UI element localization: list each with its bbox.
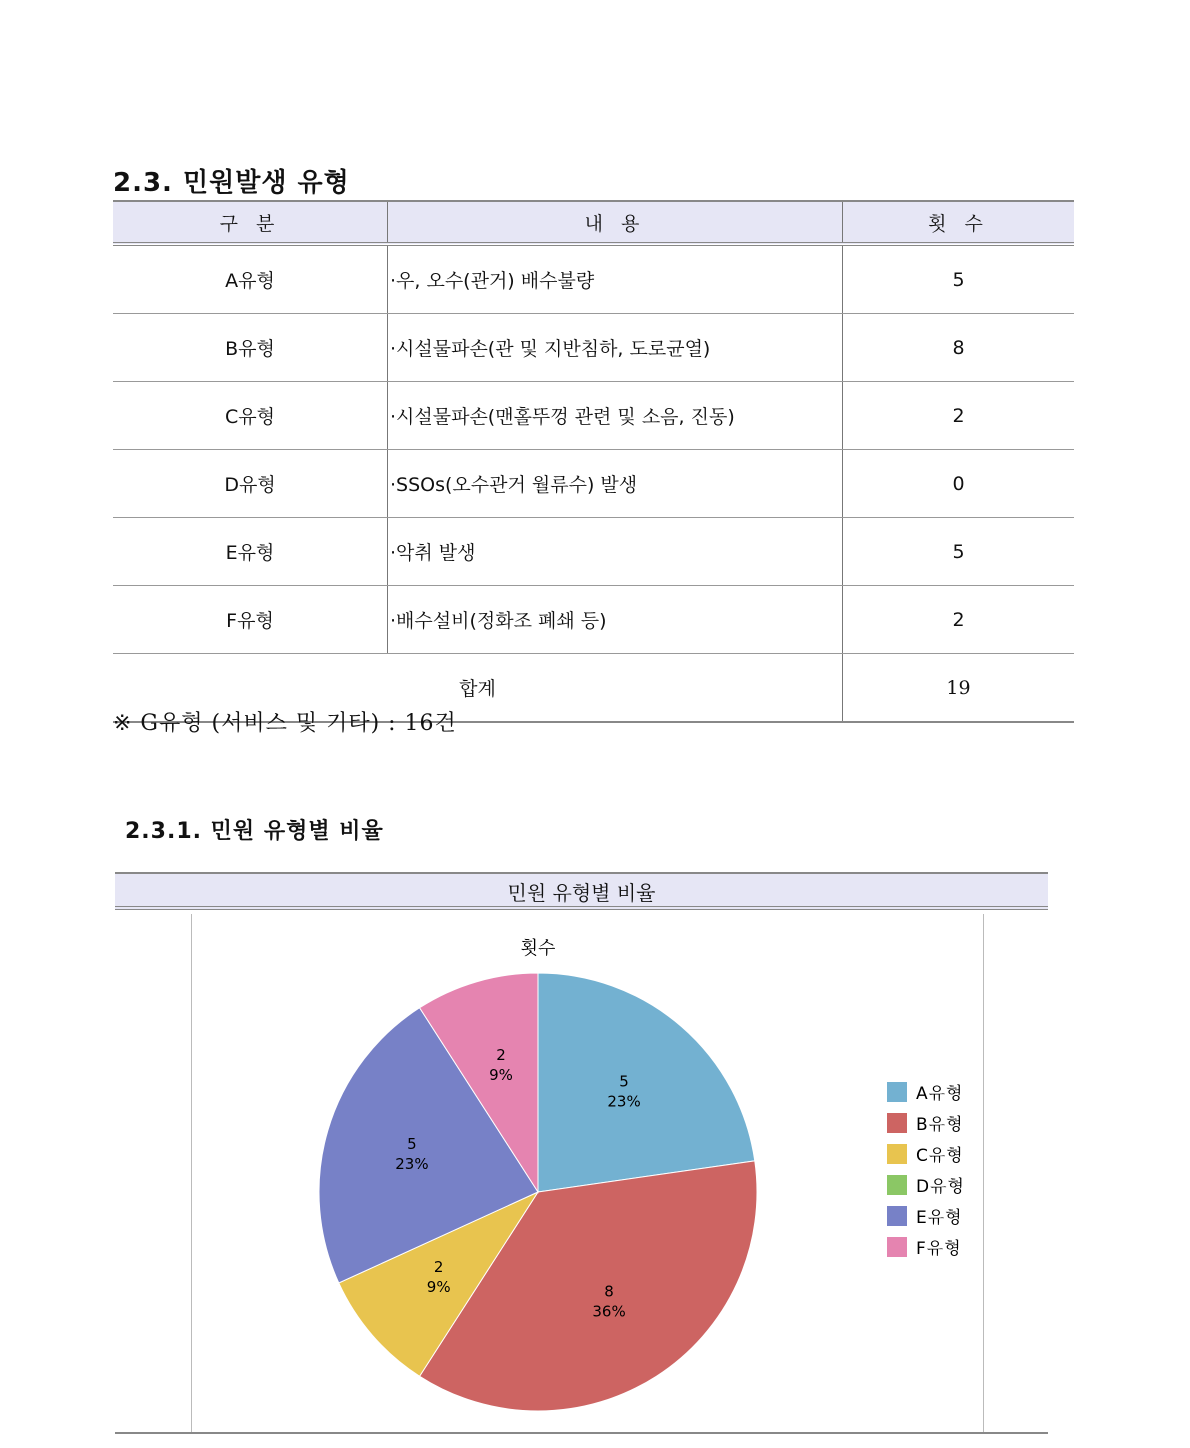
chart-title: 횟수 [520, 938, 556, 959]
row-type: F유형 [113, 586, 388, 654]
chart-header: 민원 유형별 비율 [115, 872, 1048, 910]
slice-percent-label: 23% [395, 1154, 429, 1173]
subsection-title: 2.3.1. 민원 유형별 비율 [125, 819, 384, 844]
legend-swatch-b [887, 1113, 907, 1133]
pie-slice-a [538, 973, 755, 1192]
chart-legend [887, 1082, 965, 1259]
legend-label-d: D유형 [916, 1177, 965, 1197]
legend-label-a: A유형 [916, 1084, 964, 1104]
table-row [113, 450, 1074, 518]
table-row [113, 586, 1074, 654]
section-title: 2.3. 민원발생 유형 [113, 168, 350, 198]
slice-value-label: 2 [496, 1045, 506, 1064]
table-row [113, 244, 1074, 314]
legend-label-c: C유형 [916, 1146, 964, 1166]
slice-percent-label: 9% [489, 1065, 513, 1084]
slice-value-label: 5 [407, 1134, 417, 1153]
row-count: 5 [843, 244, 1075, 314]
row-count: 5 [843, 518, 1075, 586]
row-type: A유형 [113, 244, 388, 314]
row-count: 8 [843, 314, 1075, 382]
slice-value-label: 5 [619, 1072, 629, 1091]
row-type: C유형 [113, 382, 388, 450]
row-count: 0 [843, 450, 1075, 518]
header-count: 횟 수 [843, 201, 1075, 244]
slice-percent-label: 23% [607, 1092, 641, 1111]
row-type: E유형 [113, 518, 388, 586]
legend-swatch-c [887, 1144, 907, 1164]
row-count: 2 [843, 382, 1075, 450]
row-count: 2 [843, 586, 1075, 654]
legend-label-f: F유형 [916, 1239, 962, 1259]
total-label: 합계 [113, 654, 843, 723]
row-content: ·시설물파손(관 및 지반침하, 도로균열) [388, 314, 843, 382]
legend-swatch-a [887, 1082, 907, 1102]
slice-percent-label: 36% [592, 1302, 626, 1321]
row-content: ·시설물파손(맨홀뚜껑 관련 및 소음, 진동) [388, 382, 843, 450]
row-type: D유형 [113, 450, 388, 518]
pie-slices [319, 973, 757, 1411]
legend-swatch-f [887, 1237, 907, 1257]
complaint-type-table [113, 200, 1074, 723]
slice-value-label: 8 [604, 1282, 614, 1301]
row-content: ·배수설비(정화조 폐쇄 등) [388, 586, 843, 654]
table-header-row [113, 201, 1074, 244]
table-row [113, 518, 1074, 586]
chart-frame [191, 914, 984, 1432]
header-content: 내 용 [388, 201, 843, 244]
note-text: ※ G유형 (서비스 및 기타) : 16건 [113, 711, 457, 736]
legend-label-e: E유형 [916, 1208, 963, 1228]
row-content: ·악취 발생 [388, 518, 843, 586]
chart-area [115, 914, 1048, 1434]
header-type: 구 분 [113, 201, 388, 244]
row-content: ·SSOs(오수관거 월류수) 발생 [388, 450, 843, 518]
table-row [113, 314, 1074, 382]
row-content: ·우, 오수(관거) 배수불량 [388, 244, 843, 314]
slice-value-label: 2 [433, 1258, 444, 1277]
row-type: B유형 [113, 314, 388, 382]
table-row [113, 382, 1074, 450]
pie-chart [192, 914, 983, 1432]
total-count: 19 [843, 654, 1075, 723]
slice-percent-label: 9% [426, 1278, 451, 1297]
legend-label-b: B유형 [916, 1115, 964, 1135]
legend-swatch-d [887, 1175, 907, 1195]
legend-swatch-e [887, 1206, 907, 1226]
